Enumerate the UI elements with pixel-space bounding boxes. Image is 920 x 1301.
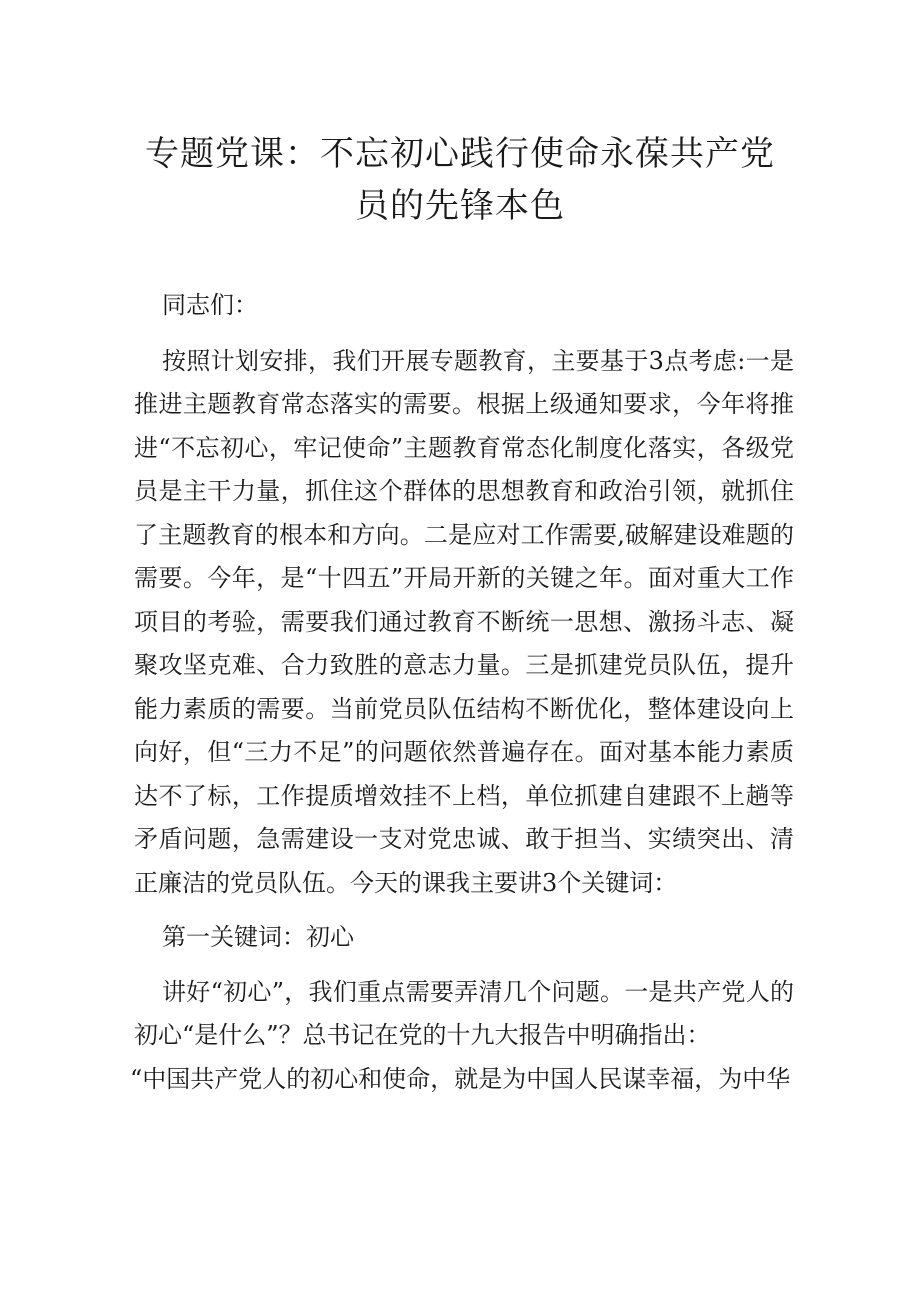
- title-line-1: 专题党课：不忘初心践行使命永葆共产党: [145, 134, 775, 174]
- document-title: [100, 128, 820, 232]
- body-paragraph: 讲好“初心”，我们重点需要弄清几个问题。一是共产党人的初心“是什么”？总书记在党的十九大报告中明确指出：: [134, 977, 794, 1049]
- section-heading: 第一关键词：初心: [162, 923, 354, 951]
- greeting-paragraph: 同志们：: [162, 291, 258, 319]
- quote-paragraph: “中国共产党人的初心和使命，就是为中国人民谋幸福，为中华: [130, 1064, 791, 1093]
- intro-paragraph: 按照计划安排，我们开展专题教育，主要基于3点考虑:一是推进主题教育常态落实的需要。根据上级通知要求，今年将推进“不忘初心，牢记使命”主题教育常态化制度化落实，各级党员是主干力量，抓住这个群体的思想教育和政治引领，就抓住了主题教育的根本和方向。二是应对工作需要,破解建设难题的需要。今年，是“十四五”开局开新的关键之年。面对重大工作项目的考验，需要我们通过教育不断统一思想、激扬斗志、凝聚攻坚克难、合力致胜的意志力量。三是抓建党员队伍，提升能力素质的需要。当前党员队伍结构不断优化，整体建设向上向好，但“三力不足”的问题依然普遍存在。面对基本能力素质达不了标，工作提质增效挂不上档，单位抓建自建跟不上趟等矛盾问题，急需建设一支对党忠诚、敢于担当、实绩突出、清正廉洁的党员队伍。今天的课我主要讲3个关键词：: [134, 346, 794, 897]
- title-line-2: 员的先锋本色: [355, 186, 565, 226]
- document-body: [130, 284, 794, 1101]
